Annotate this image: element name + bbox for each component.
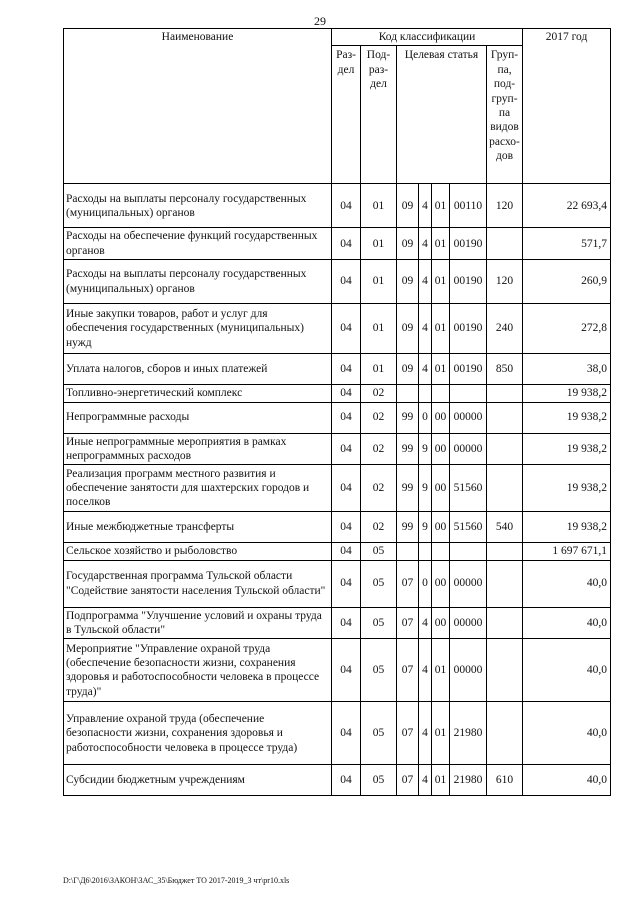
budget-table [63, 28, 611, 796]
cell-group [487, 543, 523, 560]
cell-t1: 09 [397, 304, 419, 354]
cell-t4: 51560 [450, 512, 487, 543]
cell-group [487, 402, 523, 433]
cell-section: 04 [332, 385, 361, 402]
cell-group [487, 607, 523, 639]
table-row [64, 702, 611, 765]
cell-group [487, 702, 523, 765]
cell-t3: 00 [432, 402, 450, 433]
cell-subsection: 05 [361, 702, 397, 765]
cell-section: 04 [332, 765, 361, 796]
cell-amount: 272,8 [523, 304, 611, 354]
cell-t3: 01 [432, 228, 450, 260]
cell-subsection: 01 [361, 184, 397, 228]
table-row [64, 465, 611, 512]
cell-group [487, 228, 523, 260]
cell-subsection: 01 [361, 260, 397, 304]
cell-amount: 38,0 [523, 354, 611, 385]
cell-t1: 07 [397, 765, 419, 796]
cell-t4: 00000 [450, 433, 487, 465]
cell-t2: 0 [419, 402, 432, 433]
cell-section: 04 [332, 512, 361, 543]
cell-t1: 09 [397, 184, 419, 228]
cell-name: Иные непрограммные мероприятия в рамках непрограммных расходов [64, 433, 332, 465]
cell-t3: 00 [432, 560, 450, 607]
table-row [64, 260, 611, 304]
cell-t1: 09 [397, 228, 419, 260]
cell-name: Субсидии бюджетным учреждениям [64, 765, 332, 796]
cell-amount: 40,0 [523, 607, 611, 639]
cell-t4: 00000 [450, 607, 487, 639]
cell-amount: 40,0 [523, 702, 611, 765]
cell-name: Государственная программа Тульской области "Содействие занятости населения Тульской области" [64, 560, 332, 607]
cell-t3: 00 [432, 512, 450, 543]
header-subsection: Под- раз- дел [361, 46, 397, 184]
table-row [64, 354, 611, 385]
cell-section: 04 [332, 402, 361, 433]
cell-t2: 9 [419, 465, 432, 512]
cell-t3: 00 [432, 433, 450, 465]
cell-t3: 01 [432, 260, 450, 304]
cell-group: 850 [487, 354, 523, 385]
cell-t2: 9 [419, 433, 432, 465]
cell-name: Управление охраной труда (обеспечение безопасности жизни, сохранения здоровья и работоспособности человека в процессе труда) [64, 702, 332, 765]
cell-amount: 260,9 [523, 260, 611, 304]
cell-t1: 07 [397, 702, 419, 765]
cell-t2: 4 [419, 607, 432, 639]
cell-t3: 01 [432, 702, 450, 765]
cell-amount: 19 938,2 [523, 433, 611, 465]
header-code: Код классификации [332, 29, 523, 46]
table-row [64, 228, 611, 260]
cell-amount: 19 938,2 [523, 402, 611, 433]
cell-t2: 4 [419, 228, 432, 260]
cell-subsection: 02 [361, 433, 397, 465]
cell-t1 [397, 543, 419, 560]
cell-subsection: 05 [361, 607, 397, 639]
cell-t3: 01 [432, 184, 450, 228]
cell-t2: 4 [419, 702, 432, 765]
cell-section: 04 [332, 702, 361, 765]
cell-t3: 01 [432, 354, 450, 385]
cell-t4 [450, 543, 487, 560]
cell-section: 04 [332, 543, 361, 560]
cell-t2: 0 [419, 560, 432, 607]
cell-subsection: 05 [361, 639, 397, 702]
cell-section: 04 [332, 228, 361, 260]
cell-name: Подпрограмма "Улучшение условий и охраны труда в Тульской области" [64, 607, 332, 639]
table-row [64, 385, 611, 402]
cell-t4: 21980 [450, 765, 487, 796]
cell-t2: 4 [419, 260, 432, 304]
cell-amount: 1 697 671,1 [523, 543, 611, 560]
cell-section: 04 [332, 433, 361, 465]
cell-t1: 99 [397, 465, 419, 512]
table-row [64, 304, 611, 354]
table-row [64, 765, 611, 796]
cell-group [487, 560, 523, 607]
cell-t4: 51560 [450, 465, 487, 512]
cell-t3: 00 [432, 465, 450, 512]
cell-section: 04 [332, 260, 361, 304]
cell-group: 610 [487, 765, 523, 796]
cell-t2: 4 [419, 354, 432, 385]
cell-section: 04 [332, 560, 361, 607]
cell-name: Непрограммные расходы [64, 402, 332, 433]
cell-amount: 40,0 [523, 560, 611, 607]
cell-t3: 00 [432, 607, 450, 639]
cell-subsection: 01 [361, 354, 397, 385]
cell-group: 240 [487, 304, 523, 354]
table-row [64, 512, 611, 543]
cell-t4: 00190 [450, 228, 487, 260]
cell-group: 120 [487, 184, 523, 228]
cell-section: 04 [332, 184, 361, 228]
cell-name: Реализация программ местного развития и обеспечение занятости для шахтерских городов и поселков [64, 465, 332, 512]
cell-t2: 4 [419, 304, 432, 354]
cell-name: Расходы на обеспечение функций государственных органов [64, 228, 332, 260]
cell-section: 04 [332, 465, 361, 512]
cell-t3: 01 [432, 639, 450, 702]
file-path-footer: D:\Г\Д6\2016\ЗАКОН\ЗАС_35\Бюджет ТО 2017-2019_3 чт\pr10.xls [63, 876, 290, 885]
cell-amount: 19 938,2 [523, 385, 611, 402]
table-row [64, 433, 611, 465]
cell-t1 [397, 385, 419, 402]
table-row [64, 543, 611, 560]
cell-name: Уплата налогов, сборов и иных платежей [64, 354, 332, 385]
cell-t2: 4 [419, 639, 432, 702]
cell-subsection: 01 [361, 304, 397, 354]
cell-t4: 00190 [450, 304, 487, 354]
cell-t2 [419, 385, 432, 402]
header-name: Наименование [64, 29, 332, 184]
cell-t2: 4 [419, 184, 432, 228]
cell-t3 [432, 543, 450, 560]
cell-name: Расходы на выплаты персоналу государственных (муниципальных) органов [64, 184, 332, 228]
cell-group [487, 639, 523, 702]
cell-subsection: 01 [361, 228, 397, 260]
cell-t4: 00190 [450, 354, 487, 385]
cell-group: 540 [487, 512, 523, 543]
cell-subsection: 05 [361, 765, 397, 796]
table-row [64, 560, 611, 607]
cell-t2 [419, 543, 432, 560]
cell-subsection: 02 [361, 402, 397, 433]
cell-name: Мероприятие "Управление охраной труда (обеспечение безопасности жизни, сохранения здоровья и работоспособности человека в процессе труда)" [64, 639, 332, 702]
cell-t1: 09 [397, 354, 419, 385]
cell-subsection: 02 [361, 385, 397, 402]
cell-section: 04 [332, 354, 361, 385]
header-group: Груп- па, под- груп- па видов расхо- дов [487, 46, 523, 184]
cell-t1: 09 [397, 260, 419, 304]
table-row [64, 607, 611, 639]
cell-t1: 07 [397, 639, 419, 702]
cell-section: 04 [332, 607, 361, 639]
cell-group [487, 385, 523, 402]
table-row [64, 639, 611, 702]
cell-t1: 07 [397, 607, 419, 639]
cell-name: Топливно-энергетический комплекс [64, 385, 332, 402]
header-year: 2017 год [523, 29, 611, 184]
cell-t3: 01 [432, 765, 450, 796]
cell-t1: 99 [397, 402, 419, 433]
cell-t4: 21980 [450, 702, 487, 765]
cell-t1: 99 [397, 433, 419, 465]
table-row [64, 402, 611, 433]
cell-subsection: 02 [361, 512, 397, 543]
cell-t4 [450, 385, 487, 402]
cell-t3 [432, 385, 450, 402]
cell-t4: 00110 [450, 184, 487, 228]
table-body [64, 184, 611, 796]
cell-amount: 22 693,4 [523, 184, 611, 228]
cell-amount: 19 938,2 [523, 512, 611, 543]
cell-amount: 40,0 [523, 639, 611, 702]
table-row [64, 184, 611, 228]
cell-t4: 00000 [450, 560, 487, 607]
cell-t4: 00000 [450, 639, 487, 702]
cell-group [487, 465, 523, 512]
cell-section: 04 [332, 304, 361, 354]
cell-t1: 99 [397, 512, 419, 543]
cell-t3: 01 [432, 304, 450, 354]
cell-name: Сельское хозяйство и рыболовство [64, 543, 332, 560]
cell-amount: 19 938,2 [523, 465, 611, 512]
header-section: Раз- дел [332, 46, 361, 184]
cell-subsection: 05 [361, 543, 397, 560]
cell-group: 120 [487, 260, 523, 304]
cell-t2: 9 [419, 512, 432, 543]
cell-section: 04 [332, 639, 361, 702]
cell-t1: 07 [397, 560, 419, 607]
cell-subsection: 02 [361, 465, 397, 512]
cell-t4: 00190 [450, 260, 487, 304]
cell-amount: 571,7 [523, 228, 611, 260]
cell-name: Расходы на выплаты персоналу государственных (муниципальных) органов [64, 260, 332, 304]
cell-name: Иные межбюджетные трансферты [64, 512, 332, 543]
cell-name: Иные закупки товаров, работ и услуг для обеспечения государственных (муниципальных) нужд [64, 304, 332, 354]
page-number: 29 [314, 14, 326, 28]
cell-amount: 40,0 [523, 765, 611, 796]
header-target: Целевая статья [397, 46, 487, 184]
cell-subsection: 05 [361, 560, 397, 607]
cell-t2: 4 [419, 765, 432, 796]
cell-t4: 00000 [450, 402, 487, 433]
cell-group [487, 433, 523, 465]
